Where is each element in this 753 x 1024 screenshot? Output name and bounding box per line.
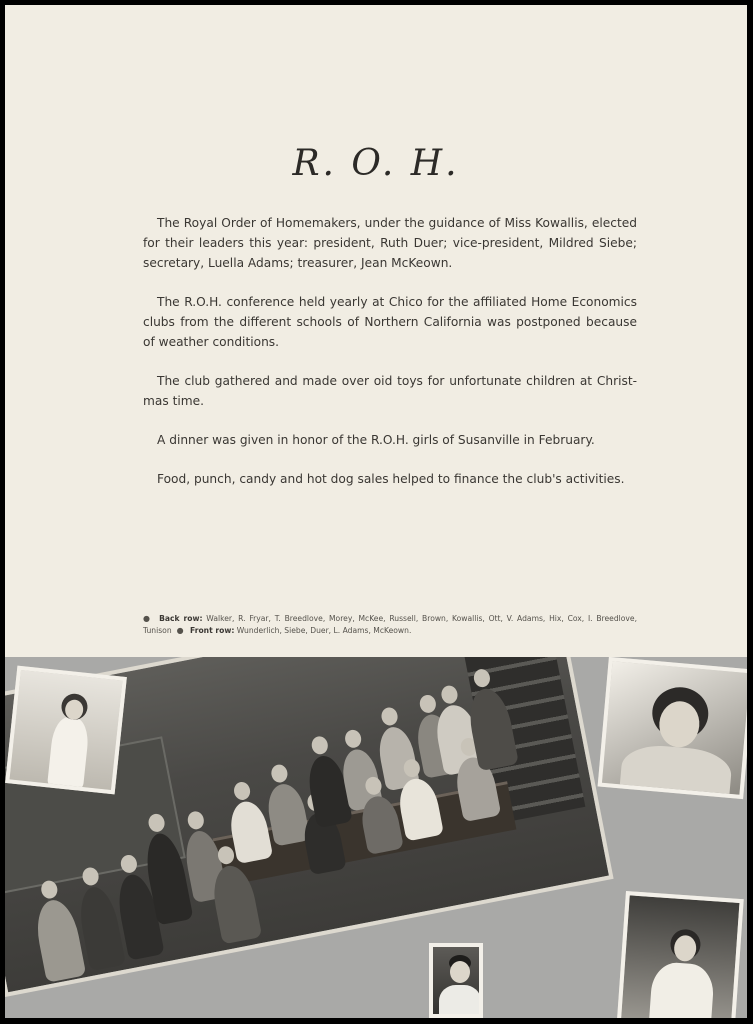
paragraph-officers: The Royal Order of Homemakers, under the guidance of Miss Kowallis, elected for their leaders this year: president, Ruth Duer; vice-president, Mildred Siebe; secretary, Luella Adams; treasurer, Jean McKeown. [143, 216, 637, 270]
paragraph-fundraising: Food, punch, candy and hot dog sales helped to finance the club's activities. [157, 472, 625, 486]
bullet-icon: ● [143, 614, 152, 623]
front-row-names: Wunderlich, Siebe, Duer, L. Adams, McKeown. [236, 626, 412, 635]
photo-collage [5, 657, 747, 1018]
yearbook-page [5, 5, 747, 1018]
back-row-label: Back row: [159, 614, 203, 623]
bullet-icon: ● [174, 626, 184, 635]
snapshot-girl-posing [5, 666, 127, 795]
paragraph-conference: The R.O.H. conference held yearly at Chico for the affiliated Home Economics clubs from the different schools of Northern California was postponed because of weather conditions. [143, 295, 637, 349]
front-row-label: Front row: [190, 626, 235, 635]
photo-caption [143, 613, 637, 637]
snapshot-portrait [598, 657, 747, 799]
body-text [143, 213, 637, 508]
paragraph-dinner: A dinner was given in honor of the R.O.H. girls of Susanville in February. [157, 433, 595, 447]
paragraph-toys: The club gathered and made over oid toys for unfortunate children at Christ-mas time. [143, 374, 637, 408]
back-row-names: Walker, R. Fryar, T. Breedlove, Morey, McKee, Russell, Brown, Kowallis, Ott, V. Adams, Hix, Cox, I. Breedlove, Tunison [143, 614, 638, 635]
page-title: R. O. H. [292, 143, 460, 184]
snapshot-boy [429, 943, 483, 1018]
person [32, 897, 87, 983]
snapshot-girl-outdoors [616, 891, 743, 1018]
